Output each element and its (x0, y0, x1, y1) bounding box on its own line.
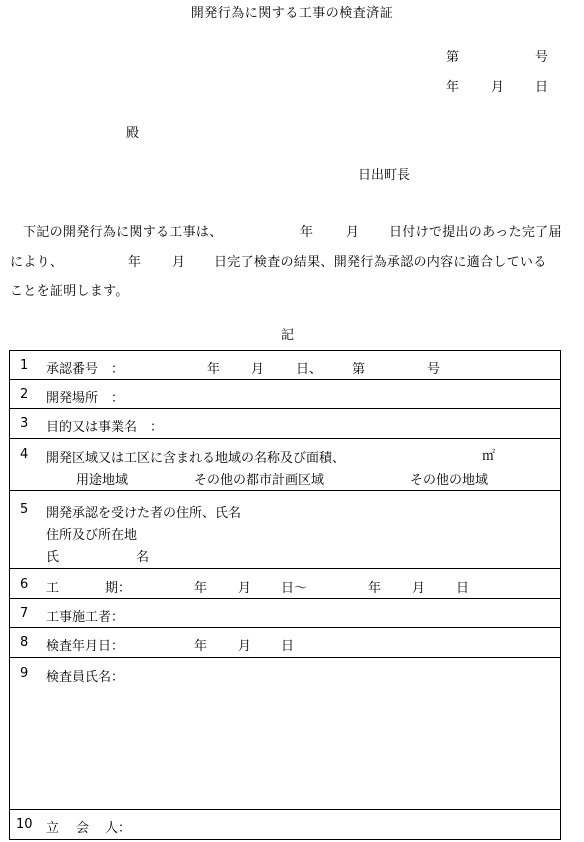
inspection-month: 月 (238, 639, 252, 654)
approval-day: 日、 (296, 362, 323, 377)
table-row-6 (10, 568, 560, 599)
table-row-1 (10, 351, 560, 379)
applicant-name-shi: 氏 (46, 550, 60, 565)
zone-other-planning: その他の都市計画区域 (194, 473, 325, 488)
period-end-day: 日 (456, 581, 470, 596)
period-start-year: 年 (194, 581, 208, 596)
row-number: 5 (20, 502, 29, 517)
inspection-date-label: 検査年月日： (46, 639, 125, 654)
issue-date-month: 月 (491, 80, 505, 95)
row-number: 2 (20, 387, 29, 402)
construction-period-label-a: 工 (46, 581, 60, 596)
row-number: 4 (20, 447, 29, 462)
row-number: 8 (20, 635, 29, 650)
approval-number-label: 承認番号 ： (46, 362, 125, 377)
ki-heading: 記 (281, 328, 295, 343)
table-row-10 (10, 809, 560, 840)
body-line-1-a: 下記の開発行為に関する工事は、 (23, 225, 223, 240)
table-row-2 (10, 379, 560, 409)
body-line-3-text: ことを証明します。 (10, 284, 129, 299)
number-dai: 第 (446, 50, 460, 65)
table-row-3 (10, 408, 560, 439)
period-start-day: 日～ (281, 581, 308, 596)
document-title: 開発行為に関する工事の検査済証 (190, 6, 394, 21)
applicant-name-mei: 名 (136, 550, 150, 565)
inspector-name-label: 検査員氏名： (46, 670, 125, 685)
approval-year: 年 (207, 362, 221, 377)
witness-label-b: 会 (76, 821, 90, 836)
approval-dai: 第 (352, 362, 366, 377)
details-table (9, 350, 561, 840)
approval-go: 号 (427, 362, 441, 377)
period-end-month: 月 (412, 581, 426, 596)
number-go: 号 (535, 50, 549, 65)
body-line-2-year: 年 (128, 255, 142, 270)
applicant-label: 開発承認を受けた者の住所、氏名 (46, 506, 242, 521)
table-row-5 (10, 490, 560, 569)
body-line-2-a: により、 (10, 255, 64, 270)
row-number: 10 (16, 817, 33, 832)
zone-other-area: その他の地域 (410, 473, 489, 488)
issuer-name: 日出町長 (358, 168, 411, 183)
witness-label-a: 立 (46, 821, 60, 836)
issue-date-year: 年 (446, 80, 460, 95)
body-line-1-year: 年 (300, 225, 314, 240)
area-unit: ㎡ (482, 449, 496, 464)
issue-date-day: 日 (535, 80, 549, 95)
row-number: 3 (20, 416, 29, 431)
inspection-day: 日 (281, 639, 295, 654)
body-line-1-month: 月 (346, 225, 360, 240)
applicant-address-label: 住所及び所在地 (46, 528, 138, 543)
row-number: 6 (20, 577, 29, 592)
body-line-2-b: 日完了検査の結果、開発行為承認の内容に適合している (214, 255, 547, 270)
period-end-year: 年 (368, 581, 382, 596)
inspection-year: 年 (194, 639, 208, 654)
row-number: 9 (20, 666, 29, 681)
table-row-8 (10, 627, 560, 658)
row-number: 1 (20, 358, 29, 373)
row-number: 7 (20, 606, 29, 621)
period-start-month: 月 (238, 581, 252, 596)
contractor-label: 工事施工者： (46, 610, 125, 625)
development-location-label: 開発場所 ： (46, 391, 125, 406)
addressee-suffix: 殿 (126, 126, 140, 141)
table-row-4 (10, 438, 560, 491)
table-row-9 (10, 657, 560, 810)
approval-month: 月 (251, 362, 265, 377)
witness-label-c: 人： (105, 821, 132, 836)
body-line-2-month: 月 (172, 255, 186, 270)
area-label: 開発区域又は工区に含まれる地域の名称及び面積、 (46, 451, 346, 466)
body-line-1-b: 日付けで提出のあった完了届 (389, 225, 562, 240)
purpose-label: 目的又は事業名 ： (46, 420, 164, 435)
zone-use-district: 用途地域 (76, 473, 129, 488)
table-row-7 (10, 598, 560, 628)
construction-period-label-b: 期： (105, 581, 132, 596)
